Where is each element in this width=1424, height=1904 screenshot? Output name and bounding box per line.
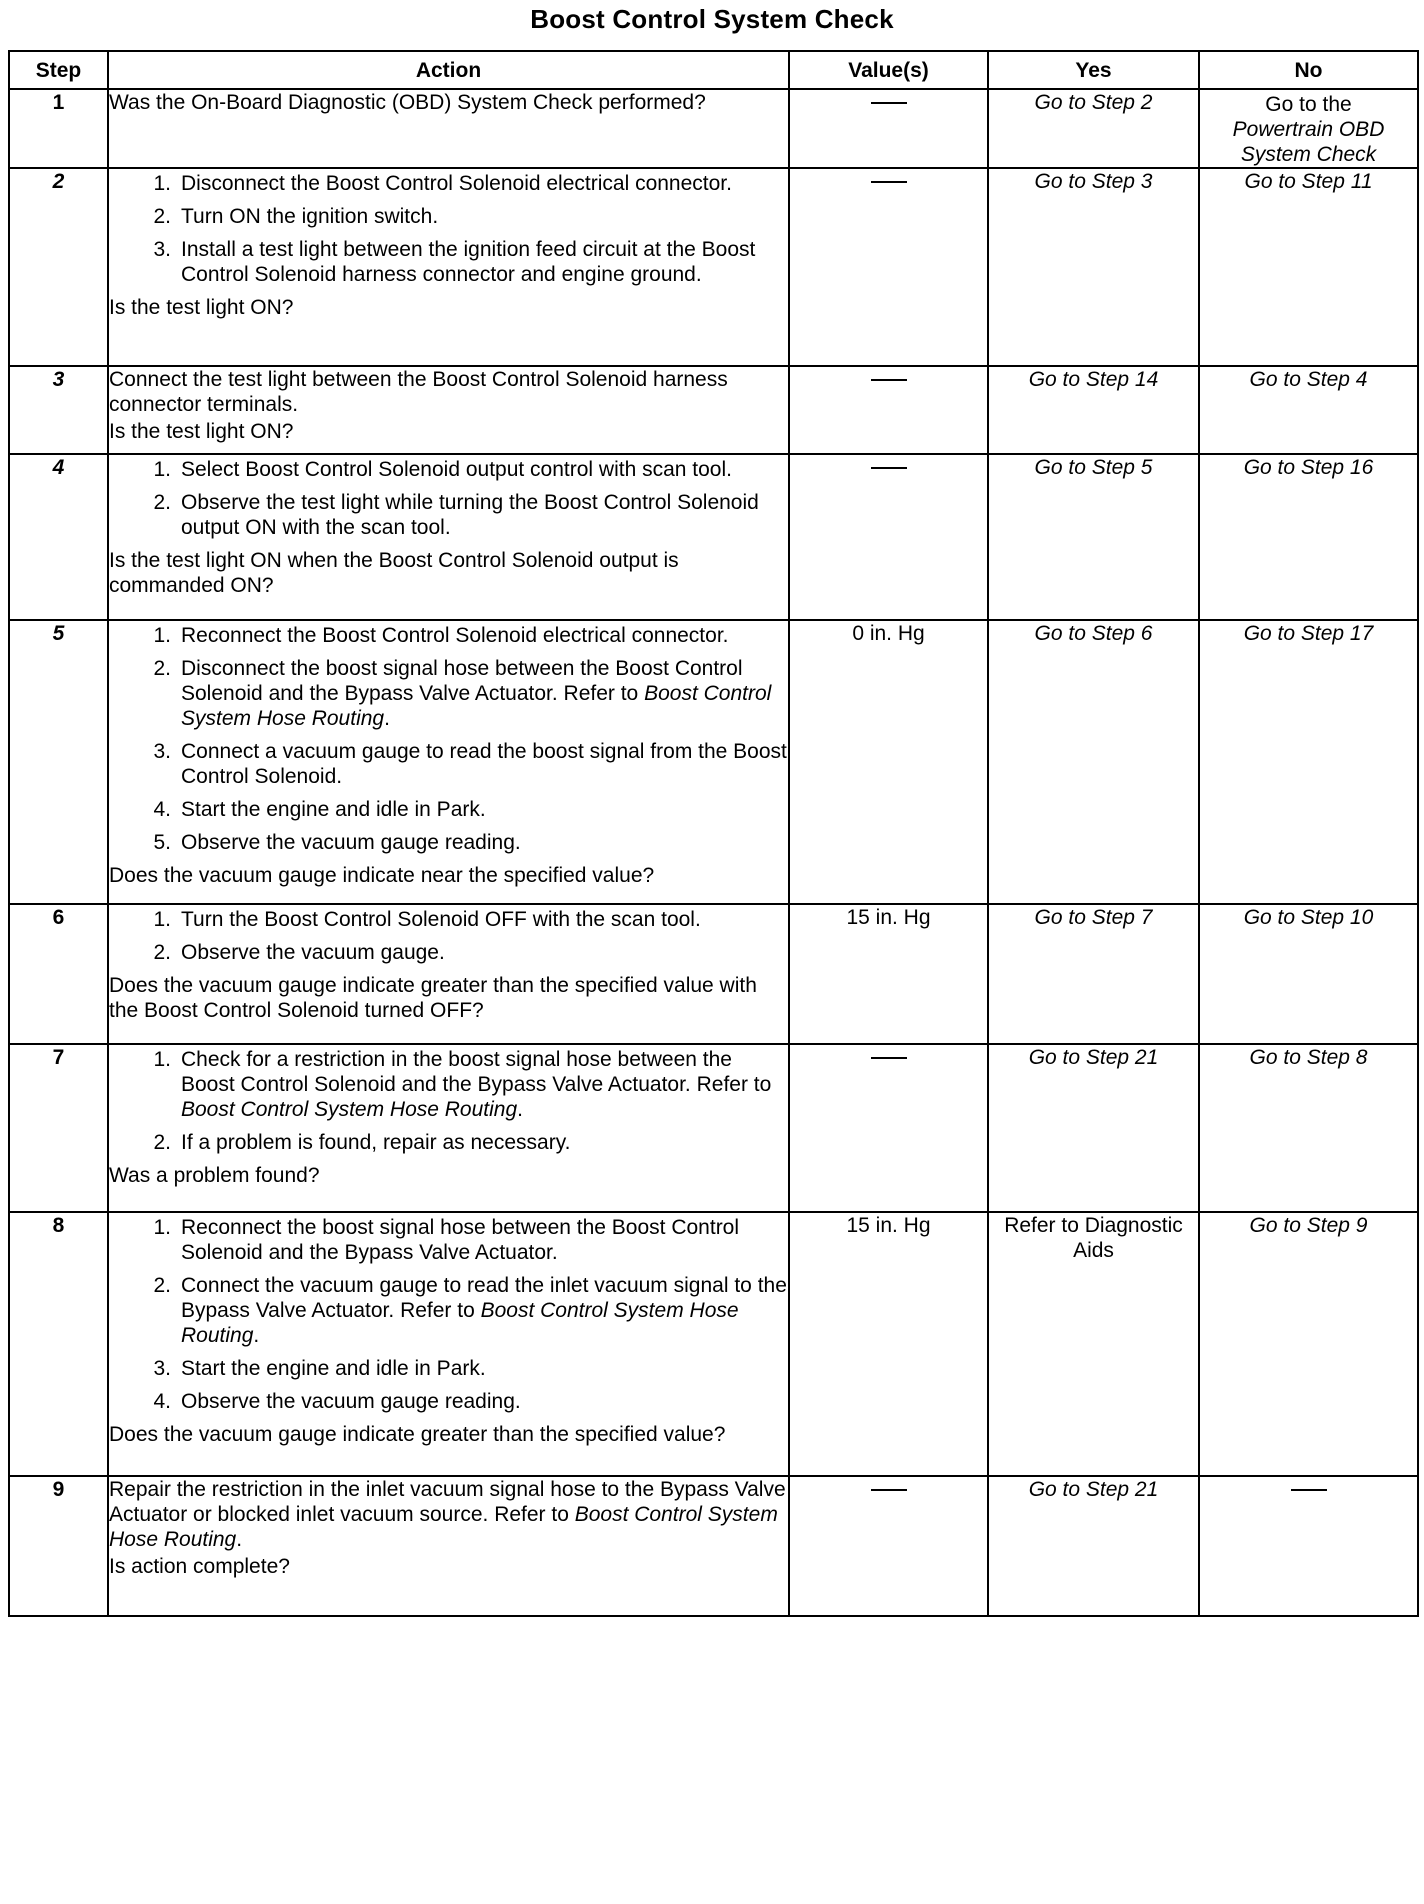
action-item bbox=[109, 1273, 788, 1348]
value-dash bbox=[871, 1057, 907, 1059]
no-dash bbox=[1291, 1489, 1327, 1491]
yes-link: Go to Step 7 bbox=[1034, 906, 1153, 929]
item-text: Observe the test light while turning the Boost Control Solenoid output ON with the scan tool. bbox=[181, 491, 759, 539]
no-cell bbox=[1199, 366, 1418, 454]
item-text: Turn the Boost Control Solenoid OFF with the scan tool. bbox=[181, 908, 701, 931]
table-row bbox=[9, 89, 1418, 168]
action-cell bbox=[108, 454, 789, 620]
value-dash bbox=[871, 1489, 907, 1491]
no-link: Go to Step 17 bbox=[1243, 622, 1374, 645]
no-text: Go to the bbox=[1265, 93, 1352, 116]
item-text: Install a test light between the ignition feed circuit at the Boost Control Solenoid harness connector and engine ground. bbox=[181, 238, 756, 286]
yes-cell bbox=[988, 620, 1199, 904]
no-link: Go to Step 8 bbox=[1249, 1046, 1368, 1069]
item-text: Turn ON the ignition switch. bbox=[181, 205, 439, 228]
table-row bbox=[9, 454, 1418, 620]
check-table bbox=[8, 50, 1419, 1617]
no-cell bbox=[1199, 620, 1418, 904]
action-question: Was a problem found? bbox=[109, 1164, 320, 1187]
step-cell: 3 bbox=[9, 366, 108, 454]
item-number: 1. bbox=[153, 172, 171, 195]
yes-cell bbox=[988, 366, 1199, 454]
action-item bbox=[109, 490, 788, 540]
item-text: Start the engine and idle in Park. bbox=[181, 1357, 486, 1380]
action-cell bbox=[108, 904, 789, 1044]
reference-link: Boost Control System Hose Routing bbox=[109, 1503, 778, 1551]
no-link: Go to Step 16 bbox=[1243, 456, 1374, 479]
item-number: 2. bbox=[153, 491, 171, 514]
value-dash bbox=[871, 467, 907, 469]
action-item bbox=[109, 1047, 788, 1122]
action-lead: Was the On-Board Diagnostic (OBD) System Check performed? bbox=[109, 91, 706, 114]
item-number: 3. bbox=[153, 740, 171, 763]
action-question: Is the test light ON when the Boost Control Solenoid output is commanded ON? bbox=[109, 549, 679, 597]
no-cell bbox=[1199, 89, 1418, 168]
header-values: Value(s) bbox=[789, 51, 988, 89]
action-list bbox=[109, 1215, 788, 1414]
action-list bbox=[109, 907, 788, 965]
yes-cell: Refer to Diagnostic Aids bbox=[988, 1212, 1199, 1476]
yes-link: Go to Step 6 bbox=[1034, 622, 1153, 645]
action-item bbox=[109, 830, 788, 855]
yes-cell bbox=[988, 1476, 1199, 1616]
value-cell bbox=[789, 168, 988, 366]
step-cell: 8 bbox=[9, 1212, 108, 1476]
value-cell: 15 in. Hg bbox=[789, 1212, 988, 1476]
item-number: 2. bbox=[153, 1131, 171, 1154]
table-row bbox=[9, 904, 1418, 1044]
step-cell: 7 bbox=[9, 1044, 108, 1212]
item-text: Observe the vacuum gauge reading. bbox=[181, 831, 521, 854]
action-item bbox=[109, 457, 788, 482]
action-item bbox=[109, 656, 788, 731]
yes-cell bbox=[988, 168, 1199, 366]
action-item bbox=[109, 237, 788, 287]
action-question: Does the vacuum gauge indicate greater than the specified value with the Boost Control Solenoid turned OFF? bbox=[109, 974, 757, 1022]
value-cell bbox=[789, 1044, 988, 1212]
no-cell bbox=[1199, 1044, 1418, 1212]
item-number: 5. bbox=[153, 831, 171, 854]
table-row bbox=[9, 1044, 1418, 1212]
item-number: 1. bbox=[153, 1216, 171, 1239]
action-item bbox=[109, 623, 788, 648]
item-number: 1. bbox=[153, 624, 171, 647]
value-cell bbox=[789, 454, 988, 620]
header-yes: Yes bbox=[988, 51, 1199, 89]
no-link: Go to Step 11 bbox=[1244, 170, 1373, 193]
action-item bbox=[109, 1356, 788, 1381]
action-cell bbox=[108, 1476, 789, 1616]
yes-cell bbox=[988, 454, 1199, 620]
no-cell bbox=[1199, 904, 1418, 1044]
item-text: Disconnect the boost signal hose between the Boost Control Solenoid and the Bypass Valve Actuator. Refer to Boost Control System Hose Routing. bbox=[181, 657, 772, 730]
no-link: Powertrain OBD System Check bbox=[1232, 118, 1385, 166]
no-link: Go to Step 9 bbox=[1249, 1214, 1368, 1237]
value-cell: 15 in. Hg bbox=[789, 904, 988, 1044]
header-action: Action bbox=[108, 51, 789, 89]
no-link: Go to Step 4 bbox=[1249, 368, 1368, 391]
value-cell bbox=[789, 89, 988, 168]
yes-cell bbox=[988, 89, 1199, 168]
action-list bbox=[109, 1047, 788, 1155]
action-cell bbox=[108, 620, 789, 904]
item-number: 1. bbox=[153, 458, 171, 481]
action-question: Is action complete? bbox=[109, 1555, 290, 1578]
yes-link: Go to Step 21 bbox=[1028, 1478, 1159, 1501]
action-cell bbox=[108, 168, 789, 366]
value-dash bbox=[871, 102, 907, 104]
value-cell bbox=[789, 1476, 988, 1616]
item-number: 3. bbox=[153, 238, 171, 261]
value-cell bbox=[789, 366, 988, 454]
no-link: Go to Step 10 bbox=[1243, 906, 1374, 929]
item-number: 2. bbox=[153, 1274, 171, 1297]
action-item bbox=[109, 907, 788, 932]
item-number: 2. bbox=[153, 205, 171, 228]
item-text: Start the engine and idle in Park. bbox=[181, 798, 486, 821]
item-text: Reconnect the boost signal hose between the Boost Control Solenoid and the Bypass Valve Actuator. bbox=[181, 1216, 740, 1264]
action-cell bbox=[108, 1212, 789, 1476]
item-number: 2. bbox=[153, 941, 171, 964]
step-cell: 9 bbox=[9, 1476, 108, 1616]
item-text: Connect a vacuum gauge to read the boost signal from the Boost Control Solenoid. bbox=[181, 740, 787, 788]
table-row bbox=[9, 366, 1418, 454]
yes-link: Go to Step 14 bbox=[1028, 368, 1159, 391]
action-lead: Repair the restriction in the inlet vacuum signal hose to the Bypass Valve Actuator or blocked inlet vacuum source. Refer to Boost Control System Hose Routing. bbox=[109, 1478, 786, 1551]
action-item bbox=[109, 797, 788, 822]
no-cell bbox=[1199, 1212, 1418, 1476]
yes-link: Go to Step 5 bbox=[1034, 456, 1153, 479]
yes-link: Go to Step 21 bbox=[1028, 1046, 1159, 1069]
item-text: Reconnect the Boost Control Solenoid electrical connector. bbox=[181, 624, 729, 647]
header-row bbox=[9, 51, 1418, 89]
action-lead: Connect the test light between the Boost Control Solenoid harness connector terminals. bbox=[109, 368, 728, 416]
yes-cell bbox=[988, 904, 1199, 1044]
action-question: Does the vacuum gauge indicate near the specified value? bbox=[109, 864, 655, 887]
action-question: Is the test light ON? bbox=[109, 420, 294, 443]
action-item bbox=[109, 739, 788, 789]
value-cell: 0 in. Hg bbox=[789, 620, 988, 904]
action-item bbox=[109, 204, 788, 229]
action-item bbox=[109, 1389, 788, 1414]
step-cell: 6 bbox=[9, 904, 108, 1044]
step-cell: 1 bbox=[9, 89, 108, 168]
header-no: No bbox=[1199, 51, 1418, 89]
action-item bbox=[109, 1215, 788, 1265]
yes-link: Go to Step 3 bbox=[1034, 170, 1153, 193]
item-number: 3. bbox=[153, 1357, 171, 1380]
action-item bbox=[109, 940, 788, 965]
action-cell bbox=[108, 366, 789, 454]
item-number: 4. bbox=[153, 1390, 171, 1413]
item-text: Observe the vacuum gauge. bbox=[181, 941, 445, 964]
item-text: Select Boost Control Solenoid output control with scan tool. bbox=[181, 458, 732, 481]
no-cell bbox=[1199, 168, 1418, 366]
table-row bbox=[9, 1476, 1418, 1616]
item-number: 2. bbox=[153, 657, 171, 680]
step-cell: 2 bbox=[9, 168, 108, 366]
action-list bbox=[109, 171, 788, 287]
item-text: Check for a restriction in the boost signal hose between the Boost Control Solenoid and the Bypass Valve Actuator. Refer to Boost Control System Hose Routing. bbox=[181, 1048, 772, 1121]
item-text: Connect the vacuum gauge to read the inlet vacuum signal to the Bypass Valve Actuator. Refer to Boost Control System Hose Routing. bbox=[181, 1274, 787, 1347]
item-number: 4. bbox=[153, 798, 171, 821]
action-item bbox=[109, 1130, 788, 1155]
step-cell: 5 bbox=[9, 620, 108, 904]
step-cell: 4 bbox=[9, 454, 108, 620]
reference-link: Boost Control System Hose Routing bbox=[181, 1098, 518, 1121]
reference-link: Boost Control System Hose Routing bbox=[181, 682, 772, 730]
no-cell bbox=[1199, 454, 1418, 620]
header-step: Step bbox=[9, 51, 108, 89]
action-list bbox=[109, 457, 788, 540]
item-text: Observe the vacuum gauge reading. bbox=[181, 1390, 521, 1413]
no-cell bbox=[1199, 1476, 1418, 1616]
item-text: Disconnect the Boost Control Solenoid electrical connector. bbox=[181, 172, 732, 195]
action-list bbox=[109, 623, 788, 855]
yes-cell bbox=[988, 1044, 1199, 1212]
item-text: If a problem is found, repair as necessary. bbox=[181, 1131, 571, 1154]
action-question: Does the vacuum gauge indicate greater than the specified value? bbox=[109, 1423, 726, 1446]
value-dash bbox=[871, 379, 907, 381]
action-item bbox=[109, 171, 788, 196]
action-question: Is the test light ON? bbox=[109, 296, 294, 319]
item-number: 1. bbox=[153, 908, 171, 931]
table-row bbox=[9, 168, 1418, 366]
yes-link: Go to Step 2 bbox=[1034, 91, 1153, 114]
action-cell bbox=[108, 1044, 789, 1212]
action-cell bbox=[108, 89, 789, 168]
table-row bbox=[9, 1212, 1418, 1476]
table-row bbox=[9, 620, 1418, 904]
value-dash bbox=[871, 181, 907, 183]
reference-link: Boost Control System Hose Routing bbox=[181, 1299, 739, 1347]
document-title: Boost Control System Check bbox=[530, 4, 894, 34]
item-number: 1. bbox=[153, 1048, 171, 1071]
